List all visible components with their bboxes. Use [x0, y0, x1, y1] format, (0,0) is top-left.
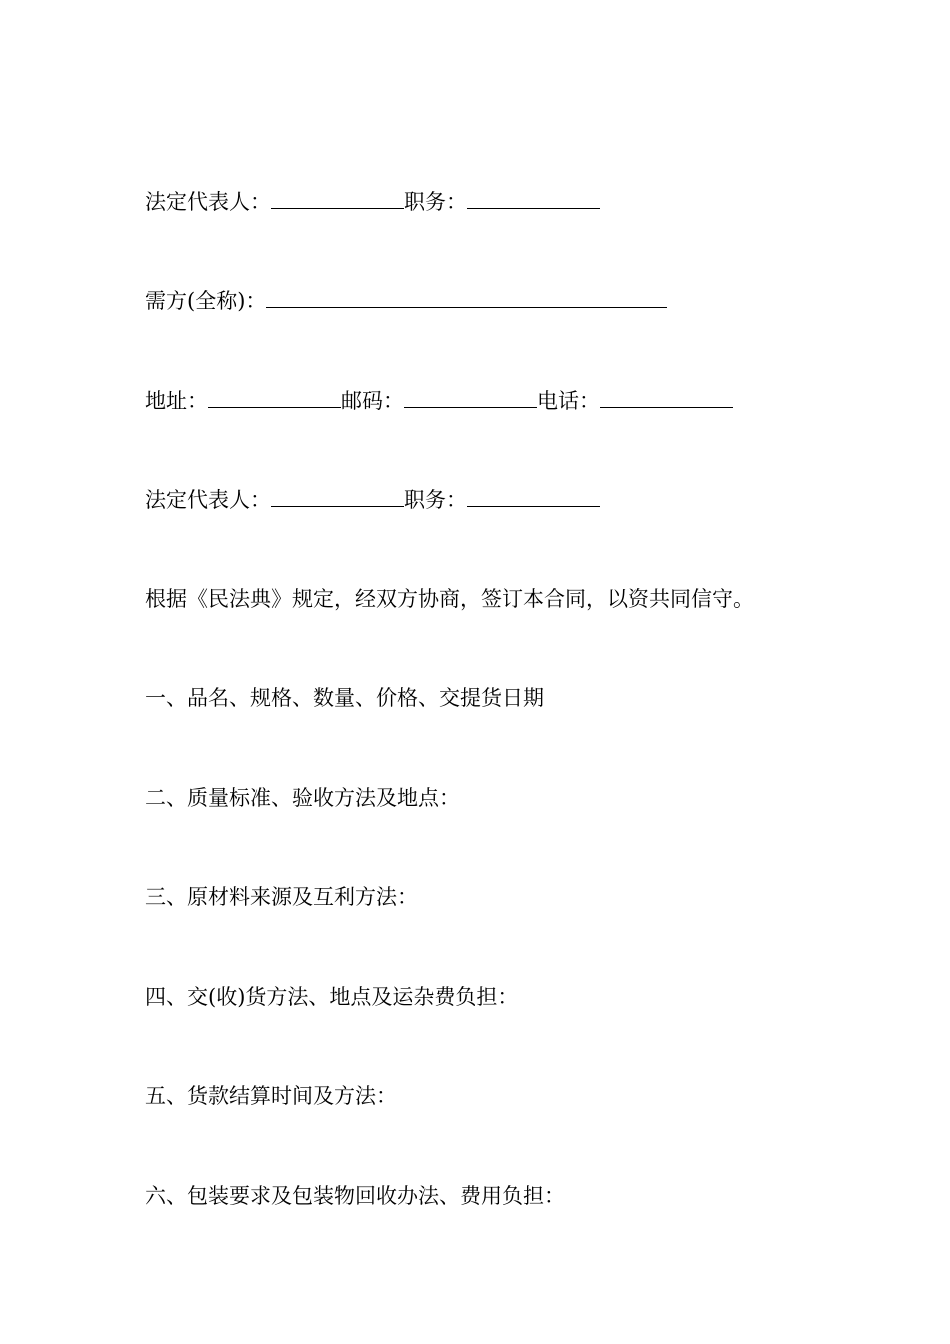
- preamble-text: 根据《民法典》规定，经双方协商，签订本合同，以资共同信守。: [145, 587, 754, 611]
- supplier-rep-label: 法定代表人：: [145, 190, 271, 214]
- buyer-phone-label: 电话：: [537, 389, 600, 413]
- supplier-representative-line: [145, 186, 600, 217]
- supplier-title-label: 职务：: [404, 190, 467, 214]
- buyer-representative-line: [145, 484, 600, 515]
- supplier-rep-blank: [271, 186, 404, 209]
- buyer-postcode-label: 邮码：: [341, 389, 404, 413]
- buyer-postcode-blank: [404, 385, 537, 408]
- clause-6: 六、包装要求及包装物回收办法、费用负担：: [145, 1184, 565, 1208]
- buyer-rep-label: 法定代表人：: [145, 488, 271, 512]
- supplier-title-blank: [467, 186, 600, 209]
- buyer-address-blank: [208, 385, 341, 408]
- buyer-name-line: [145, 285, 667, 316]
- clause-4: 四、交(收)货方法、地点及运杂费负担：: [145, 985, 519, 1009]
- buyer-phone-blank: [600, 385, 733, 408]
- clause-2: 二、质量标准、验收方法及地点：: [145, 786, 460, 810]
- buyer-address-label: 地址：: [145, 389, 208, 413]
- clause-3: 三、原材料来源及互利方法：: [145, 885, 418, 909]
- buyer-name-blank: [266, 285, 667, 308]
- buyer-title-blank: [467, 484, 600, 507]
- buyer-title-label: 职务：: [404, 488, 467, 512]
- buyer-contact-line: [145, 385, 733, 416]
- buyer-rep-blank: [271, 484, 404, 507]
- buyer-name-label: 需方(全称)：: [145, 289, 267, 313]
- clause-5: 五、货款结算时间及方法：: [145, 1084, 397, 1108]
- clause-1: 一、品名、规格、数量、价格、交提货日期: [145, 686, 544, 710]
